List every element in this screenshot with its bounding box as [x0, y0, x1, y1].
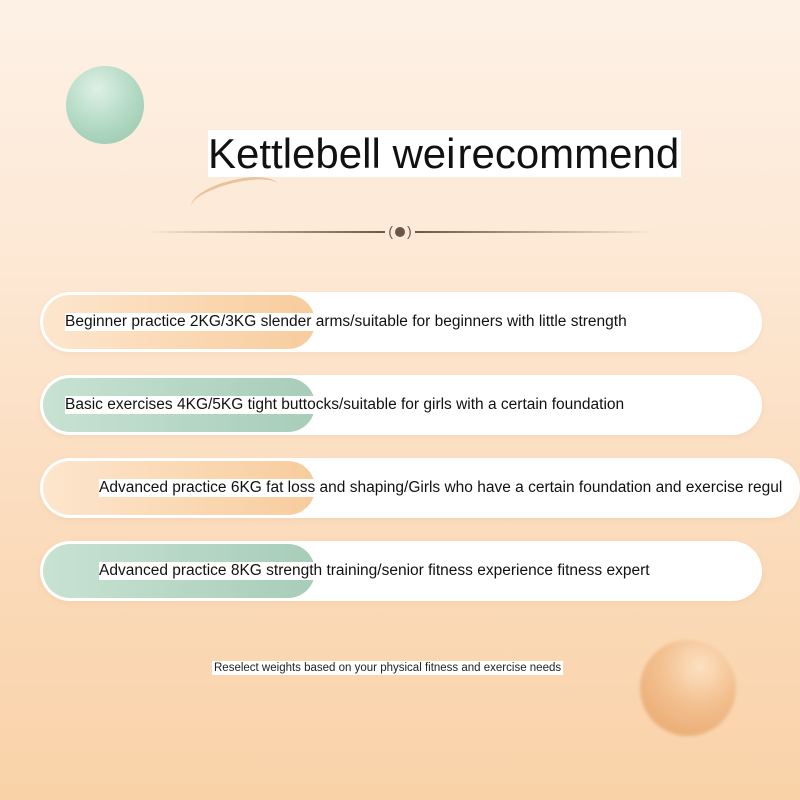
weight-option-row — [40, 375, 762, 435]
divider-line-right — [415, 231, 655, 233]
title-part-2: recommend — [457, 130, 680, 177]
green-ball-decoration — [66, 66, 144, 144]
title-part-1: Kettlebell wei — [208, 130, 456, 177]
footer-note: Reselect weights based on your physical fitness and exercise needs — [214, 662, 562, 674]
ornamental-divider — [145, 222, 655, 242]
orange-ball-decoration — [640, 640, 736, 736]
weight-option-row — [40, 292, 762, 352]
row-text: Basic exercises 4KG/5KG tight buttocks/suitable for girls with a certain foundation — [65, 396, 625, 413]
row-text: Beginner practice 2KG/3KG slender arms/suitable for beginners with little strength — [65, 313, 627, 330]
weight-option-row — [40, 458, 800, 518]
weight-option-row — [40, 541, 762, 601]
page-title — [208, 123, 681, 185]
divider-ornament: ( ) — [388, 223, 412, 239]
divider-dot-icon — [395, 227, 405, 237]
row-text: Advanced practice 8KG strength training/senior fitness experience fitness expert — [99, 562, 650, 579]
row-text: Advanced practice 6KG fat loss and shaping/Girls who have a certain foundation and exercise regul — [99, 479, 783, 496]
divider-line-left — [145, 231, 385, 233]
